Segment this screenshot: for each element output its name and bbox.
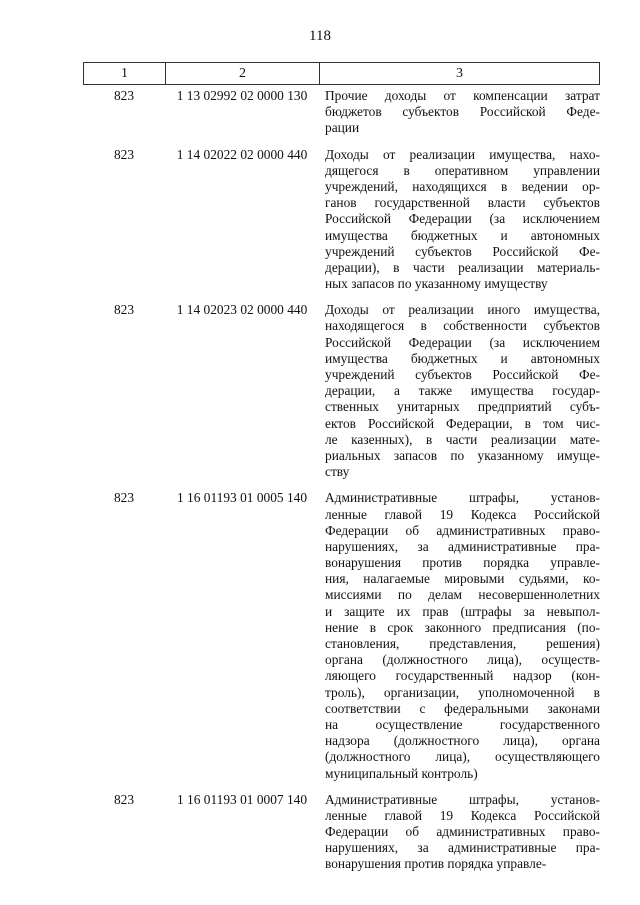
revenue-name-cell	[319, 147, 600, 293]
revenue-name-line: ганов государственной власти субъектов	[325, 195, 600, 211]
revenue-name-line: ляющего государственный надзор (кон-	[325, 668, 600, 684]
revenue-code-cell: 1 16 01193 01 0005 140	[176, 490, 308, 506]
table-row	[83, 147, 600, 293]
page-number: 118	[309, 28, 331, 44]
revenue-name-line: бюджетов субъектов Российской Феде-	[325, 104, 600, 120]
revenue-code-cell: 1 14 02023 02 0000 440	[176, 302, 308, 318]
revenue-code-cell: 1 13 02992 02 0000 130	[176, 88, 308, 103]
revenue-name-line: Административные штрафы, установ-	[325, 791, 600, 807]
revenue-name-line: троль), организации, уполномоченной в	[325, 684, 600, 700]
admin-code-cell: 823	[113, 146, 135, 162]
revenue-name-line: нарушениях, за административные пра-	[325, 538, 600, 554]
revenue-name-line: ству	[325, 464, 350, 480]
revenue-name-cell	[319, 490, 600, 781]
revenue-name-line: ных запасов по указанному имуществу	[325, 276, 548, 292]
revenue-name-line: находящегося в собственности субъектов	[325, 318, 600, 334]
revenue-name-line: учреждений субъектов Российской Фе-	[325, 243, 600, 259]
revenue-name-line: Федерации об административных право-	[325, 522, 600, 538]
revenue-name-line: дерации), в части реализации материаль-	[325, 259, 600, 275]
revenue-name-line: органа (должностного лица), осуществ-	[325, 652, 600, 668]
admin-code-cell: 823	[113, 88, 135, 103]
revenue-name-cell	[319, 302, 600, 480]
revenue-name-line: (должностного лица), осуществляющего	[325, 749, 600, 765]
revenue-name-cell	[319, 792, 600, 873]
revenue-name-line: становления, представления, решения)	[325, 636, 600, 651]
revenue-name-line: Доходы от реализации иного имущества,	[325, 302, 600, 318]
revenue-name-line: нение в срок законного предписания (по-	[325, 619, 600, 635]
revenue-name-line: вонарушения против порядка управле-	[325, 555, 600, 571]
revenue-name-line: вонарушения против порядка управле-	[325, 856, 547, 872]
revenue-name-line: имущества бюджетных и автономных	[325, 227, 600, 243]
revenue-name-line: Федерации об административных право-	[325, 824, 600, 840]
admin-code-cell: 823	[113, 302, 135, 318]
revenue-name-line: риальных запасов по указанному имуще-	[325, 447, 600, 463]
table-body	[83, 88, 600, 883]
revenue-name-cell	[319, 88, 600, 137]
revenue-name-line: рации	[325, 120, 360, 136]
revenue-name-line: Прочие доходы от компенсации затрат	[325, 88, 600, 103]
revenue-name-line: муниципальный контроль)	[325, 765, 478, 781]
table-header-row	[83, 62, 600, 85]
table-row	[83, 88, 600, 137]
revenue-name-line: и защите их прав (штрафы за невыпол-	[325, 603, 600, 619]
revenue-name-line: надзора (должностного лица), органа	[325, 733, 600, 749]
revenue-name-line: ле казенных), в части реализации мате-	[325, 431, 600, 447]
revenue-name-line: учреждений, находящихся в ведении ор-	[325, 178, 600, 194]
revenue-name-line: Административные штрафы, установ-	[325, 490, 600, 506]
revenue-name-line: Российской Федерации (за исключением	[325, 211, 600, 227]
revenue-name-line: Доходы от реализации имущества, нахо-	[325, 146, 600, 162]
admin-code-cell: 823	[113, 490, 135, 506]
revenue-code-cell: 1 14 02022 02 0000 440	[176, 146, 308, 162]
revenue-name-line: ственных унитарных предприятий субъ-	[325, 399, 600, 415]
revenue-name-line: соответствии с федеральными законами	[325, 700, 600, 716]
revenue-name-line: нарушениях, за административные пра-	[325, 840, 600, 856]
table-row	[83, 792, 600, 873]
revenue-name-line: Российской Федерации (за исключением	[325, 334, 600, 350]
table-row	[83, 490, 600, 781]
revenue-name-line: ектов Российской Федерации, в том чис-	[325, 415, 600, 431]
header-col-3: 3	[456, 65, 463, 81]
revenue-code-cell: 1 16 01193 01 0007 140	[176, 791, 308, 807]
revenue-name-line: дящегося в оперативном управлении	[325, 162, 600, 178]
admin-code-cell: 823	[113, 791, 135, 807]
revenue-name-line: ленные главой 19 Кодекса Российской	[325, 506, 600, 522]
header-col-2: 2	[166, 63, 320, 84]
revenue-name-line: ния, налагаемые мировыми судьями, ко-	[325, 571, 600, 587]
revenue-name-line: дерации, а также имущества государ-	[325, 383, 600, 399]
table-row	[83, 302, 600, 480]
header-col-1: 1	[84, 63, 166, 84]
revenue-name-line: миссиями по делам несовершеннолетних	[325, 587, 600, 603]
revenue-name-line: имущества бюджетных и автономных	[325, 350, 600, 366]
revenue-name-line: ленные главой 19 Кодекса Российской	[325, 807, 600, 823]
revenue-name-line: учреждений субъектов Российской Фе-	[325, 367, 600, 382]
revenue-name-line: на осуществление государственного	[325, 716, 600, 732]
